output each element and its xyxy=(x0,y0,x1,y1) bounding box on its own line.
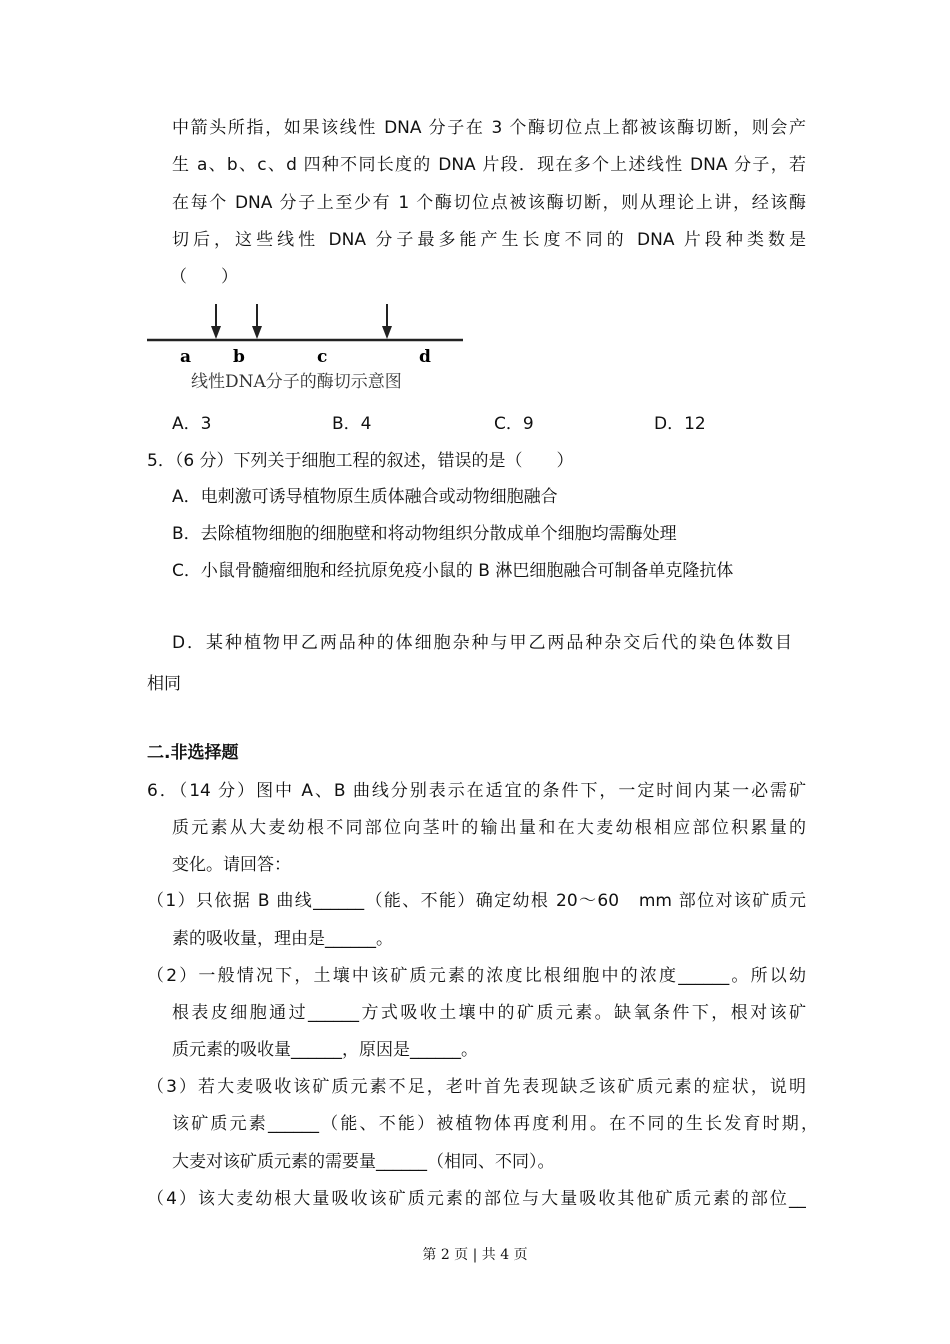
q5-stem: 5．（6 分）下列关于细胞工程的叙述，错误的是（ ） xyxy=(147,451,574,471)
segment-label: b xyxy=(233,347,245,367)
q4-option-a: A．3 xyxy=(172,414,212,434)
q6-sub2-line: 质元素的吸收量______，原因是______。 xyxy=(172,1040,478,1060)
q6-stem-line: 质元素从大麦幼根不同部位向茎叶的输出量和在大麦幼根相应部位积累量的 xyxy=(172,818,806,838)
q6-sub3-line: （3）若大麦吸收该矿质元素不足，老叶首先表现缺乏该矿质元素的症状，说明 xyxy=(147,1077,806,1097)
page-footer: 第 2 页 | 共 4 页 xyxy=(422,1247,528,1263)
q6-sub1-line: （1）只依据 B 曲线______（能、不能）确定幼根 20～60 mm 部位对该矿质元 xyxy=(147,891,806,911)
q4-answer-paren: （ ） xyxy=(170,267,238,287)
diagram-caption: 线性DNA分子的酶切示意图 xyxy=(191,372,402,392)
dna-cut-diagram xyxy=(145,298,475,398)
q4-text-line: 生 a、b、c、d 四种不同长度的 DNA 片段．现在多个上述线性 DNA 分子，若 xyxy=(172,155,806,175)
arrow-icon xyxy=(382,304,392,339)
arrow-icon xyxy=(252,304,262,339)
q5-option-c: C．小鼠骨髓瘤细胞和经抗原免疫小鼠的 B 淋巴细胞融合可制备单克隆抗体 xyxy=(172,561,734,581)
q6-sub2-line: （2）一般情况下，土壤中该矿质元素的浓度比根细胞中的浓度______。所以幼 xyxy=(147,966,806,986)
arrow-icon xyxy=(211,304,221,339)
segment-label: a xyxy=(180,347,192,367)
q4-option-c: C．9 xyxy=(494,414,534,434)
q4-text-line: 在每个 DNA 分子上至少有 1 个酶切位点被该酶切断，则从理论上讲，经该酶 xyxy=(172,193,806,213)
q6-stem-line: 变化。请回答： xyxy=(172,855,291,875)
q5-option-a: A．电刺激可诱导植物原生质体融合或动物细胞融合 xyxy=(172,487,558,507)
section-heading: 二.非选择题 xyxy=(147,743,239,763)
q4-option-d: D．12 xyxy=(654,414,706,434)
segment-label: c xyxy=(317,347,328,367)
q6-sub3-line: 该矿质元素______（能、不能）被植物体再度利用。在不同的生长发育时期， xyxy=(172,1114,818,1134)
q4-option-b: B．4 xyxy=(332,414,372,434)
q5-option-b: B．去除植物细胞的细胞壁和将动物组织分散成单个细胞均需酶处理 xyxy=(172,524,677,544)
q6-sub4-line: （4）该大麦幼根大量吸收该矿质元素的部位与大量吸收其他矿质元素的部位__ xyxy=(147,1189,806,1209)
q4-text-line: 切后，这些线性 DNA 分子最多能产生长度不同的 DNA 片段种类数是 xyxy=(172,230,806,250)
segment-label: d xyxy=(419,347,431,367)
q6-stem-line: 6．（14 分）图中 A、B 曲线分别表示在适宜的条件下，一定时间内某一必需矿 xyxy=(147,781,806,801)
q6-sub2-line: 根表皮细胞通过______方式吸收土壤中的矿质元素。缺氧条件下，根对该矿 xyxy=(172,1003,806,1023)
q6-sub1-line: 素的吸收量，理由是______。 xyxy=(172,929,393,949)
q5-option-d-cont: 相同 xyxy=(147,674,181,694)
q4-text-line: 中箭头所指，如果该线性 DNA 分子在 3 个酶切位点上都被该酶切断，则会产 xyxy=(172,118,806,138)
q6-sub3-line: 大麦对该矿质元素的需要量______（相同、不同）。 xyxy=(172,1152,555,1172)
q5-option-d: D．某种植物甲乙两品种的体细胞杂种与甲乙两品种杂交后代的染色体数目 xyxy=(172,633,792,653)
